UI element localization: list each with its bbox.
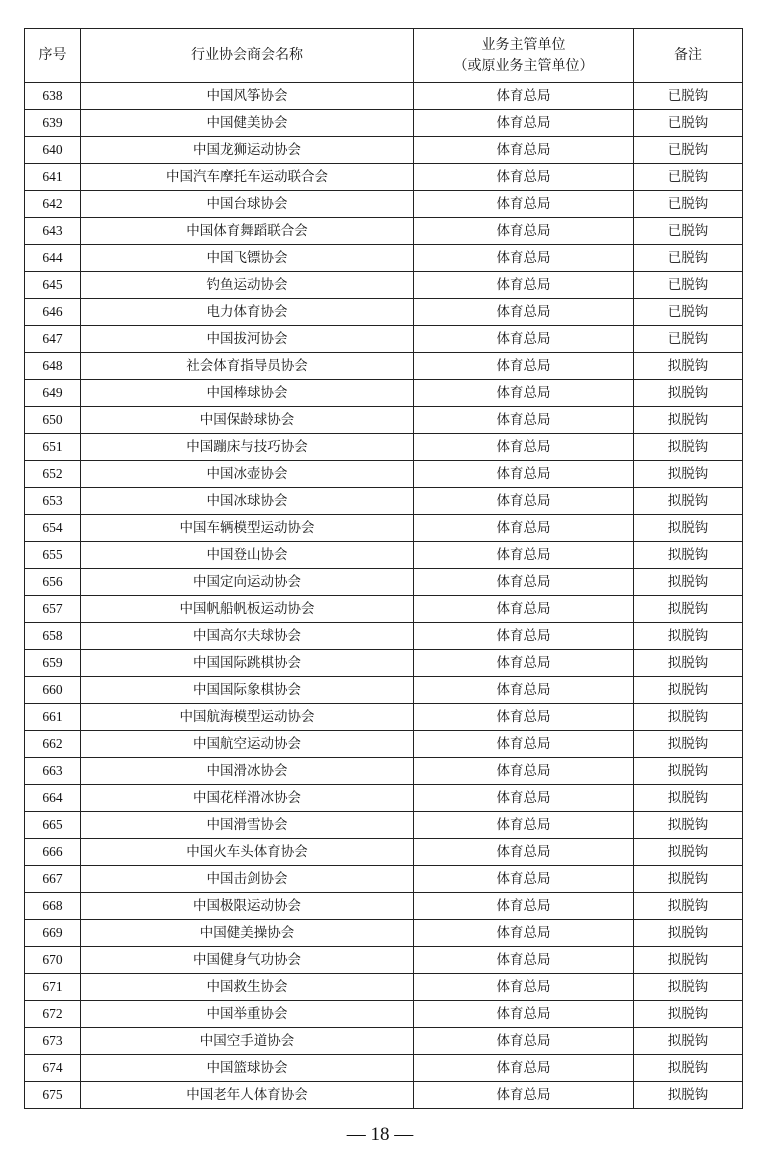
cell-serial-number: 650 (25, 407, 81, 434)
table-row (25, 434, 743, 461)
cell-supervising-unit: 体育总局 (414, 110, 634, 137)
table-row (25, 1028, 743, 1055)
cell-association-name: 中国举重协会 (81, 1001, 414, 1028)
cell-serial-number: 652 (25, 461, 81, 488)
cell-supervising-unit: 体育总局 (414, 299, 634, 326)
cell-association-name: 电力体育协会 (81, 299, 414, 326)
cell-association-name: 中国花样滑冰协会 (81, 785, 414, 812)
cell-association-name: 中国滑雪协会 (81, 812, 414, 839)
header-supervising-unit-line2: （或原业务主管单位） (453, 57, 594, 74)
cell-serial-number: 661 (25, 704, 81, 731)
table-row (25, 299, 743, 326)
cell-association-name: 中国健身气功协会 (81, 947, 414, 974)
cell-supervising-unit: 体育总局 (414, 866, 634, 893)
cell-remarks: 拟脱钩 (634, 677, 743, 704)
cell-serial-number: 639 (25, 110, 81, 137)
cell-remarks: 拟脱钩 (634, 785, 743, 812)
cell-supervising-unit: 体育总局 (414, 893, 634, 920)
cell-serial-number: 651 (25, 434, 81, 461)
table-row (25, 947, 743, 974)
table-row (25, 137, 743, 164)
cell-association-name: 中国风筝协会 (81, 83, 414, 110)
cell-supervising-unit: 体育总局 (414, 812, 634, 839)
cell-serial-number: 644 (25, 245, 81, 272)
table-header-row (25, 29, 743, 83)
cell-association-name: 中国蹦床与技巧协会 (81, 434, 414, 461)
cell-association-name: 中国冰球协会 (81, 488, 414, 515)
table-row (25, 272, 743, 299)
cell-supervising-unit: 体育总局 (414, 569, 634, 596)
cell-serial-number: 662 (25, 731, 81, 758)
table-row (25, 596, 743, 623)
cell-remarks: 拟脱钩 (634, 380, 743, 407)
cell-remarks: 已脱钩 (634, 110, 743, 137)
cell-association-name: 中国帆船帆板运动协会 (81, 596, 414, 623)
table-row (25, 758, 743, 785)
cell-remarks: 拟脱钩 (634, 488, 743, 515)
table-row (25, 488, 743, 515)
cell-serial-number: 642 (25, 191, 81, 218)
table-row (25, 461, 743, 488)
cell-remarks: 拟脱钩 (634, 1055, 743, 1082)
table-row (25, 920, 743, 947)
cell-remarks: 拟脱钩 (634, 974, 743, 1001)
cell-serial-number: 670 (25, 947, 81, 974)
cell-association-name: 中国棒球协会 (81, 380, 414, 407)
table-row (25, 191, 743, 218)
cell-remarks: 拟脱钩 (634, 569, 743, 596)
cell-remarks: 拟脱钩 (634, 1028, 743, 1055)
cell-association-name: 中国汽车摩托车运动联合会 (81, 164, 414, 191)
cell-association-name: 中国台球协会 (81, 191, 414, 218)
cell-association-name: 中国火车头体育协会 (81, 839, 414, 866)
cell-remarks: 拟脱钩 (634, 866, 743, 893)
cell-association-name: 中国空手道协会 (81, 1028, 414, 1055)
table-row (25, 623, 743, 650)
cell-serial-number: 657 (25, 596, 81, 623)
cell-serial-number: 645 (25, 272, 81, 299)
cell-serial-number: 638 (25, 83, 81, 110)
cell-association-name: 中国国际象棋协会 (81, 677, 414, 704)
cell-association-name: 中国篮球协会 (81, 1055, 414, 1082)
cell-serial-number: 675 (25, 1082, 81, 1109)
cell-serial-number: 672 (25, 1001, 81, 1028)
cell-serial-number: 656 (25, 569, 81, 596)
cell-supervising-unit: 体育总局 (414, 1028, 634, 1055)
cell-association-name: 钓鱼运动协会 (81, 272, 414, 299)
cell-supervising-unit: 体育总局 (414, 758, 634, 785)
cell-supervising-unit: 体育总局 (414, 596, 634, 623)
associations-table (24, 28, 743, 1109)
cell-remarks: 拟脱钩 (634, 623, 743, 650)
cell-association-name: 中国救生协会 (81, 974, 414, 1001)
table-row (25, 326, 743, 353)
cell-serial-number: 671 (25, 974, 81, 1001)
cell-supervising-unit: 体育总局 (414, 1082, 634, 1109)
cell-supervising-unit: 体育总局 (414, 137, 634, 164)
cell-remarks: 已脱钩 (634, 326, 743, 353)
cell-remarks: 拟脱钩 (634, 920, 743, 947)
cell-serial-number: 674 (25, 1055, 81, 1082)
cell-supervising-unit: 体育总局 (414, 272, 634, 299)
cell-remarks: 已脱钩 (634, 83, 743, 110)
cell-serial-number: 669 (25, 920, 81, 947)
cell-association-name: 中国车辆模型运动协会 (81, 515, 414, 542)
table-row (25, 542, 743, 569)
cell-supervising-unit: 体育总局 (414, 704, 634, 731)
cell-serial-number: 664 (25, 785, 81, 812)
cell-serial-number: 647 (25, 326, 81, 353)
cell-serial-number: 665 (25, 812, 81, 839)
header-serial-number: 序号 (25, 29, 81, 83)
cell-remarks: 拟脱钩 (634, 758, 743, 785)
cell-serial-number: 667 (25, 866, 81, 893)
cell-association-name: 中国龙狮运动协会 (81, 137, 414, 164)
cell-remarks: 拟脱钩 (634, 893, 743, 920)
cell-association-name: 中国老年人体育协会 (81, 1082, 414, 1109)
table-row (25, 704, 743, 731)
table-row (25, 1001, 743, 1028)
cell-serial-number: 658 (25, 623, 81, 650)
table-row (25, 380, 743, 407)
cell-supervising-unit: 体育总局 (414, 461, 634, 488)
cell-remarks: 拟脱钩 (634, 650, 743, 677)
cell-remarks: 拟脱钩 (634, 947, 743, 974)
cell-serial-number: 653 (25, 488, 81, 515)
cell-serial-number: 668 (25, 893, 81, 920)
table-row (25, 569, 743, 596)
table-row (25, 974, 743, 1001)
cell-remarks: 已脱钩 (634, 245, 743, 272)
cell-serial-number: 660 (25, 677, 81, 704)
cell-serial-number: 648 (25, 353, 81, 380)
table-row (25, 785, 743, 812)
cell-association-name: 中国滑冰协会 (81, 758, 414, 785)
table-row (25, 164, 743, 191)
cell-association-name: 中国定向运动协会 (81, 569, 414, 596)
header-remarks: 备注 (634, 29, 743, 83)
table-row (25, 218, 743, 245)
table-row (25, 83, 743, 110)
cell-remarks: 已脱钩 (634, 299, 743, 326)
cell-remarks: 拟脱钩 (634, 704, 743, 731)
cell-supervising-unit: 体育总局 (414, 677, 634, 704)
cell-association-name: 中国航空运动协会 (81, 731, 414, 758)
cell-remarks: 拟脱钩 (634, 1082, 743, 1109)
cell-supervising-unit: 体育总局 (414, 245, 634, 272)
cell-supervising-unit: 体育总局 (414, 326, 634, 353)
cell-supervising-unit: 体育总局 (414, 839, 634, 866)
cell-supervising-unit: 体育总局 (414, 164, 634, 191)
cell-supervising-unit: 体育总局 (414, 623, 634, 650)
table-row (25, 677, 743, 704)
cell-association-name: 中国健美操协会 (81, 920, 414, 947)
cell-serial-number: 663 (25, 758, 81, 785)
cell-association-name: 中国冰壶协会 (81, 461, 414, 488)
cell-remarks: 已脱钩 (634, 191, 743, 218)
cell-supervising-unit: 体育总局 (414, 488, 634, 515)
table-row (25, 893, 743, 920)
cell-supervising-unit: 体育总局 (414, 542, 634, 569)
cell-supervising-unit: 体育总局 (414, 785, 634, 812)
cell-association-name: 中国高尔夫球协会 (81, 623, 414, 650)
cell-remarks: 已脱钩 (634, 272, 743, 299)
cell-association-name: 中国击剑协会 (81, 866, 414, 893)
cell-remarks: 拟脱钩 (634, 515, 743, 542)
cell-serial-number: 654 (25, 515, 81, 542)
cell-remarks: 拟脱钩 (634, 839, 743, 866)
cell-remarks: 拟脱钩 (634, 353, 743, 380)
cell-association-name: 中国登山协会 (81, 542, 414, 569)
table-row (25, 812, 743, 839)
cell-association-name: 中国国际跳棋协会 (81, 650, 414, 677)
cell-supervising-unit: 体育总局 (414, 191, 634, 218)
cell-supervising-unit: 体育总局 (414, 515, 634, 542)
table-row (25, 110, 743, 137)
page-number: — 18 — (346, 1124, 414, 1145)
cell-supervising-unit: 体育总局 (414, 380, 634, 407)
table-row (25, 650, 743, 677)
cell-supervising-unit: 体育总局 (414, 83, 634, 110)
table-row (25, 1082, 743, 1109)
cell-serial-number: 640 (25, 137, 81, 164)
cell-supervising-unit: 体育总局 (414, 650, 634, 677)
cell-serial-number: 655 (25, 542, 81, 569)
cell-remarks: 已脱钩 (634, 137, 743, 164)
cell-supervising-unit: 体育总局 (414, 218, 634, 245)
cell-serial-number: 673 (25, 1028, 81, 1055)
cell-serial-number: 641 (25, 164, 81, 191)
table-row (25, 407, 743, 434)
header-association-name: 行业协会商会名称 (81, 29, 414, 83)
cell-association-name: 中国极限运动协会 (81, 893, 414, 920)
table-row (25, 353, 743, 380)
header-supervising-unit (414, 29, 634, 83)
cell-association-name: 中国拔河协会 (81, 326, 414, 353)
cell-remarks: 拟脱钩 (634, 596, 743, 623)
cell-association-name: 中国航海模型运动协会 (81, 704, 414, 731)
table-row (25, 839, 743, 866)
cell-remarks: 拟脱钩 (634, 812, 743, 839)
table-row (25, 1055, 743, 1082)
cell-supervising-unit: 体育总局 (414, 434, 634, 461)
table-row (25, 731, 743, 758)
header-supervising-unit-line1: 业务主管单位 (481, 36, 566, 53)
cell-remarks: 拟脱钩 (634, 731, 743, 758)
cell-supervising-unit: 体育总局 (414, 974, 634, 1001)
cell-supervising-unit: 体育总局 (414, 353, 634, 380)
cell-association-name: 中国飞镖协会 (81, 245, 414, 272)
cell-remarks: 拟脱钩 (634, 461, 743, 488)
cell-supervising-unit: 体育总局 (414, 1055, 634, 1082)
cell-association-name: 中国健美协会 (81, 110, 414, 137)
cell-association-name: 中国保龄球协会 (81, 407, 414, 434)
cell-serial-number: 643 (25, 218, 81, 245)
cell-remarks: 拟脱钩 (634, 1001, 743, 1028)
cell-supervising-unit: 体育总局 (414, 1001, 634, 1028)
cell-remarks: 已脱钩 (634, 218, 743, 245)
table-body (25, 83, 743, 1109)
cell-remarks: 已脱钩 (634, 164, 743, 191)
table-row (25, 245, 743, 272)
cell-supervising-unit: 体育总局 (414, 947, 634, 974)
cell-serial-number: 649 (25, 380, 81, 407)
cell-serial-number: 646 (25, 299, 81, 326)
cell-remarks: 拟脱钩 (634, 407, 743, 434)
cell-supervising-unit: 体育总局 (414, 407, 634, 434)
cell-remarks: 拟脱钩 (634, 434, 743, 461)
cell-serial-number: 666 (25, 839, 81, 866)
cell-remarks: 拟脱钩 (634, 542, 743, 569)
table-row (25, 866, 743, 893)
cell-supervising-unit: 体育总局 (414, 920, 634, 947)
cell-supervising-unit: 体育总局 (414, 731, 634, 758)
cell-association-name: 社会体育指导员协会 (81, 353, 414, 380)
cell-serial-number: 659 (25, 650, 81, 677)
table-row (25, 515, 743, 542)
cell-association-name: 中国体育舞蹈联合会 (81, 218, 414, 245)
